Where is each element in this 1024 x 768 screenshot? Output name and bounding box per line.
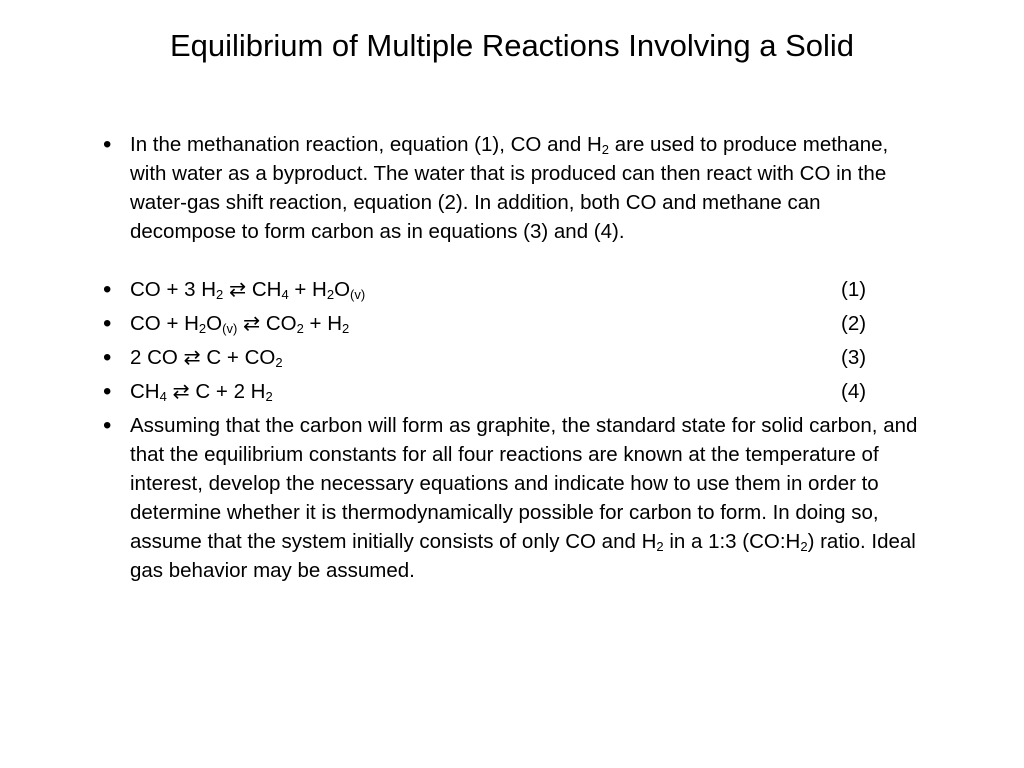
intro-sub-1: 2 <box>601 142 610 157</box>
equation-fragment: ⇄ CH <box>223 278 282 301</box>
slide-title: Equilibrium of Multiple Reactions Involving a Solid <box>169 28 855 63</box>
equation-fragment: O <box>334 278 351 301</box>
equation-row <box>100 275 930 309</box>
equation-row <box>100 343 930 377</box>
bullet-dot: • <box>103 131 112 158</box>
equation-subscript: 2 <box>326 287 335 302</box>
equation-subscript: (v) <box>222 321 238 336</box>
equation-text <box>130 380 273 403</box>
equation-fragment: 2 CO ⇄ C + CO <box>130 346 276 369</box>
equation-fragment: O <box>206 312 223 335</box>
assumption-text-2: in a 1:3 (CO:H <box>663 530 801 553</box>
bullet-dot: • <box>103 412 112 439</box>
equation-fragment: CO + H <box>130 312 199 335</box>
equation-number: (3) <box>841 346 867 369</box>
equation-number: (4) <box>841 380 867 403</box>
bullet-dot: • <box>103 276 112 303</box>
equation-fragment: ⇄ C + 2 H <box>166 380 266 403</box>
bullet-list <box>100 130 930 585</box>
equation-subscript: 2 <box>275 355 283 370</box>
equation-row <box>100 309 930 343</box>
equation-subscript: 2 <box>198 321 207 336</box>
equation-subscript: 4 <box>281 287 289 302</box>
bullet-intro <box>100 130 930 246</box>
equation-text <box>130 278 365 301</box>
assumption-text-3: ) ratio. Ideal gas behavior may be assumed. <box>130 530 916 582</box>
equation-subscript: 2 <box>342 321 350 336</box>
assumption-sub-2: 2 <box>800 539 808 554</box>
equation-number: (1) <box>841 278 867 301</box>
equation-subscript: 2 <box>296 321 304 336</box>
equation-text <box>130 312 349 335</box>
bullet-dot: • <box>103 310 112 337</box>
equation-fragment: CH <box>130 380 160 403</box>
equation-list <box>100 275 930 411</box>
bullet-assumption <box>100 411 930 585</box>
equation-subscript: 2 <box>216 287 224 302</box>
equation-subscript: (v) <box>350 287 366 302</box>
assumption-sub-1: 2 <box>656 539 664 554</box>
equation-fragment: + H <box>303 312 343 335</box>
equation-subscript: 4 <box>159 389 167 404</box>
bullet-dot: • <box>103 378 112 405</box>
equation-row <box>100 377 930 411</box>
equation-fragment: ⇄ CO <box>237 312 297 335</box>
equation-fragment: + H <box>288 278 327 301</box>
equation-subscript: 2 <box>265 389 273 404</box>
intro-text-2: are used to produce methane, with water as a byproduct. The water that is produced can then react with CO in the water-gas shift reaction, equation (2). In addition, both CO and methane can decompose to form carbon as in equations (3) and (4). <box>130 133 889 243</box>
equation-fragment: CO + 3 H <box>130 278 217 301</box>
equation-text <box>130 346 283 369</box>
assumption-text-1: Assuming that the carbon will form as graphite, the standard state for solid carbon, and that the equilibrium constants for all four reactions are known at the temperature of interest, develop the necessary equations and indicate how to use them in order to determine whether it is thermodynamically possible for carbon to form. In doing so, assume that the system initially consists of only CO and H <box>130 414 918 553</box>
equation-number: (2) <box>841 312 867 335</box>
bullet-dot: • <box>103 344 112 371</box>
intro-text-1: In the methanation reaction, equation (1), CO and H <box>130 133 602 156</box>
